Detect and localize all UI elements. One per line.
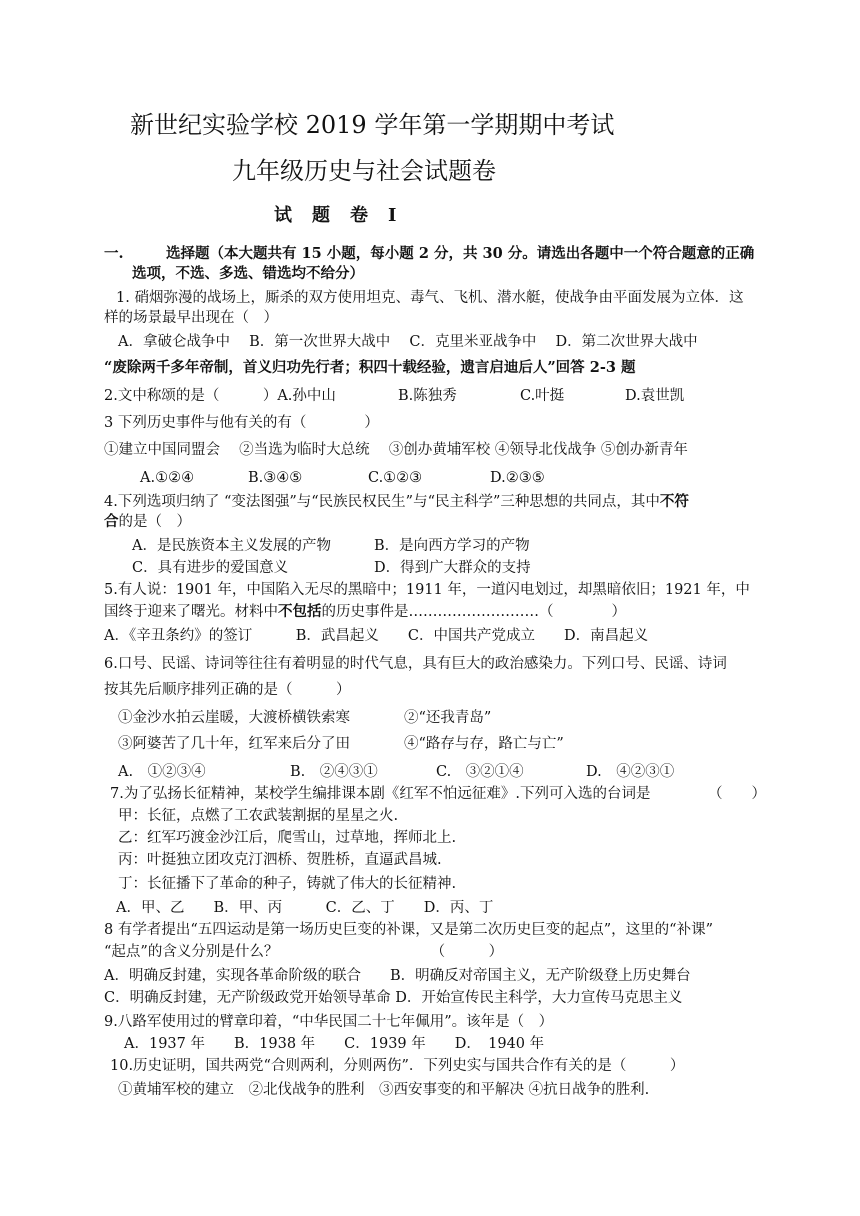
q6-item-3: ③阿婆苦了几十年，红军来后分了田 (118, 736, 350, 752)
q5-stem-line2 (104, 602, 626, 622)
q4-stem-text-2: 的是（ ） (118, 514, 191, 530)
q4-stem-emphasis: 不符 (659, 493, 689, 510)
q4-option-c: C．具有进步的爱国意义 (132, 560, 289, 576)
q7-line-yi: 乙：红军巧渡金沙江后，爬雪山，过草地，挥师北上. (118, 830, 457, 846)
q7-line-ding: 丁：长征播下了革命的种子，铸就了伟大的长征精神. (118, 876, 457, 892)
section-instruction-line1: 选择题（本大题共有 15 小题，每小题 2 分，共 30 分。请选出各题中一个符合题意的正确 (166, 245, 755, 262)
q7-line-jia: 甲：长征，点燃了工农武装割据的星星之火. (118, 808, 399, 824)
q6-option-a: A. ①②③④ (118, 764, 206, 780)
q6-option-b: B. ②④③① (290, 764, 378, 780)
q5-options: A．《辛丑条约》的签订 B．武昌起义 C．中国共产党成立 D．南昌起义 (104, 628, 649, 644)
q6-item-4: ④“路存与存，路亡与亡” (404, 736, 564, 752)
q7-options: A．甲、乙 B．甲、丙 C．乙、丁 D．丙、丁 (116, 900, 494, 916)
q5-stem-text-2: 的历史事件是………………………（ ） (321, 604, 626, 620)
q8-stem-line2: “起点”的含义分别是什么？ （ ） (104, 944, 504, 960)
q7-answer-blank: （ ） (708, 786, 766, 802)
q7-stem: 7.为了弘扬长征精神，某校学生编排课本剧《红军不怕远征难》.下列可入选的台词是 (110, 786, 651, 802)
q8-stem-line1: 8 有学者提出“五四运动是第一场历史巨变的补课，又是第二次历史巨变的起点”，这里的“补课” (104, 922, 713, 938)
q2-stem: 2.文中称颂的是（ ）A.孙中山 (104, 388, 336, 404)
q6-stem-line2: 按其先后顺序排列正确的是（ ） (104, 682, 351, 698)
q10-items: ①黄埔军校的建立 ②北伐战争的胜利 ③西安事变的和平解决 ④抗日战争的胜利. (118, 1082, 650, 1098)
q4-option-d: D．得到广大群众的支持 (374, 560, 531, 576)
q2-option-c: C.叶挺 (520, 388, 565, 404)
q2-option-d: D.袁世凯 (625, 388, 685, 404)
q3-option-b: B.③④⑤ (248, 470, 303, 486)
q3-option-d: D.②③⑤ (490, 470, 545, 486)
q8-options-cd: C．明确反封建，无产阶级政党开始领导革命 D．开始宣传民主科学，大力宣传马克思主义 (104, 990, 683, 1006)
q4-option-b: B．是向西方学习的产物 (374, 538, 530, 554)
q2-option-b: B.陈独秀 (398, 388, 457, 404)
q6-item-1: ①金沙水拍云崖暖，大渡桥横铁索寒 (118, 710, 350, 726)
exam-title: 新世纪实验学校 2019 学年第一学期期中考试 (130, 111, 615, 139)
q4-stem-line1 (104, 492, 689, 512)
q6-item-2: ②“还我青岛” (404, 710, 492, 726)
q1-stem-line2: 样的场景最早出现在（ ） (104, 310, 278, 326)
q8-options-ab: A．明确反封建，实现各革命阶级的联合 B．明确反对帝国主义，无产阶级登上历史舞台 (104, 968, 691, 984)
q3-items: ①建立中国同盟会 ②当选为临时大总统 ③创办黄埔军校 ④领导北伐战争 ⑤创办新青年 (104, 442, 688, 458)
q1-stem-line1: 1. 硝烟弥漫的战场上，厮杀的双方使用坦克、毒气、飞机、潜水艇，使战争由平面发展为立体．这 (116, 290, 744, 306)
q3-stem: 3 下列历史事件与他有关的有（ ） (104, 415, 379, 431)
q5-stem-text: 国终于迎来了曙光。材料中 (104, 604, 278, 620)
section-instruction-line2: 选项，不选、多选、错选均不给分） (132, 265, 364, 282)
q6-stem-line1: 6.口号、民谣、诗词等往往有着明显的时代气息，具有巨大的政治感染力。下列口号、民谣、诗词 (104, 656, 727, 672)
q7-line-bing: 丙：叶挺独立团攻克汀泗桥、贺胜桥，直逼武昌城. (118, 852, 442, 868)
q9-stem: 9.八路军使用过的臂章印着，“中华民国二十七年佩用”。该年是（ ） (104, 1014, 554, 1030)
q9-options: A．1937 年 B．1938 年 C．1939 年 D． 1940 年 (124, 1036, 545, 1052)
q3-option-a: A.①②④ (140, 470, 195, 486)
q4-stem-emphasis-2: 合 (104, 513, 119, 530)
q4-stem-text: 4.下列选项归纳了 “变法图强”与“民族民权民生”与“民主科学”三种思想的共同点，其中 (104, 494, 660, 510)
q1-options: A．拿破仑战争中 B．第一次世界大战中 C．克里米亚战争中 D．第二次世界大战中 (118, 334, 698, 350)
q5-stem-line1: 5.有人说：1901 年，中国陷入无尽的黑暗中；1911 年，一道闪电划过，却黑暗依旧；1921 年，中 (104, 582, 750, 598)
q4-stem-line2 (104, 512, 191, 532)
q6-option-d: D. ④②③① (586, 764, 675, 780)
q6-option-c: C. ③②①④ (436, 764, 524, 780)
q10-stem: 10.历史证明，国共两党“合则两利，分则两伤”．下列史实与国共合作有关的是（ ） (110, 1058, 685, 1074)
q5-stem-emphasis: 不包括 (278, 603, 322, 620)
q4-option-a: A．是民族资本主义发展的产物 (132, 538, 331, 554)
section-number: 一. (104, 245, 124, 262)
exam-subtitle: 九年级历史与社会试题卷 (232, 157, 496, 185)
q3-option-c: C.①②③ (368, 470, 423, 486)
paper-section-title: 试 题 卷 Ⅰ (274, 205, 398, 226)
material-prompt: “废除两千多年帝制，首义归功先行者；积四十载经验，遗言启迪后人”回答 2-3 题 (104, 359, 636, 376)
